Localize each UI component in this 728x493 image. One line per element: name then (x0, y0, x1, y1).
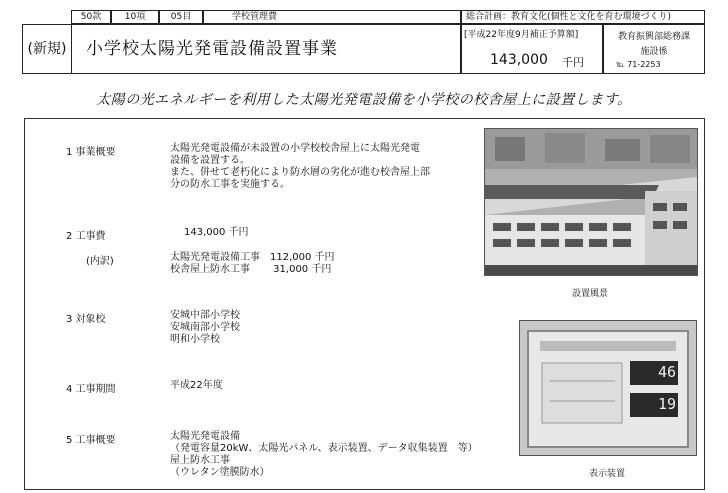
display-value-2: 19 (657, 395, 676, 413)
section2-sub-label: (内訳) (86, 256, 114, 267)
section4-value: 平成22年度 (170, 380, 223, 391)
kou-text: 10項 (124, 12, 146, 22)
display-photo (519, 320, 697, 456)
section2-label: 2 工事費 (66, 231, 106, 242)
section5-line4: （ウレタン塗膜防水） (170, 467, 270, 478)
section2-item1: 太陽光発電設備工事 112,000 千円 (170, 252, 335, 263)
section1-line4: 分の防水工事を実施する。 (170, 179, 290, 190)
dept-cell (603, 24, 705, 74)
section2-item2: 校舎屋上防水工事 31,000 千円 (170, 264, 332, 275)
new-label: (新規) (27, 41, 67, 57)
dept-line2: 施設係 (640, 47, 668, 57)
budget-label: [平成22年度9月補正予算額] (464, 30, 579, 40)
section4-label: 4 工事期間 (66, 384, 116, 395)
moku-cell (159, 10, 203, 24)
section5-body (170, 431, 478, 479)
moku-text: 05目 (170, 12, 192, 22)
section5-line2: （発電容量20kW、太陽光パネル、表示装置、データ収集装置 等） (170, 443, 478, 454)
display-photo-image (520, 321, 696, 455)
budget-unit: 千円 (562, 56, 584, 69)
section5-line3: 屋上防水工事 (170, 455, 230, 466)
budget-cell (461, 24, 603, 74)
section2-total: 143,000 千円 (184, 227, 249, 238)
title-cell (71, 24, 461, 74)
installation-photo (484, 128, 698, 276)
display-value-1: 46 (657, 363, 676, 381)
dept-tel: ℡ 71-2253 (616, 60, 661, 69)
section5-line1: 太陽光発電設備 (170, 431, 240, 442)
section1-line2: 設備を設置する。 (170, 155, 250, 166)
kou-cell (111, 10, 159, 24)
section2-items (170, 252, 335, 276)
school-2: 安城南部小学校 (170, 322, 240, 333)
school-1: 安城中部小学校 (170, 310, 240, 321)
display-photo-caption: 表示装置 (588, 469, 625, 479)
section1-line3: また、併せて老朽化により防水層の劣化が進む校舎屋上部 (170, 167, 430, 178)
installation-photo-image (485, 129, 697, 275)
section1-line1: 太陽光発電設備が未設置の小学校校舎屋上に太陽光発電 (170, 143, 420, 154)
dept-line1: 教育振興部総務課 (617, 32, 690, 42)
installation-photo-caption: 設置風景 (571, 289, 608, 299)
kan-text: 50款 (80, 12, 102, 22)
plan-cell (461, 10, 705, 24)
category-cell (203, 10, 461, 24)
section1-label: 1 事業概要 (66, 147, 116, 158)
kan-cell (71, 10, 111, 24)
school-3: 明和小学校 (170, 334, 220, 345)
plan-text: 総合計画：教育文化(個性と文化を育む環境づくり) (466, 12, 672, 22)
subtitle: 太陽の光エネルギーを利用した太陽光発電設備を小学校の校舎屋上に設置します。 (96, 92, 632, 108)
section3-schools (170, 310, 240, 346)
section5-label: 5 工事概要 (66, 435, 116, 446)
budget-amount: 143,000 (490, 52, 548, 68)
category-text: 学校管理費 (232, 12, 278, 22)
section3-label: 3 対象校 (66, 314, 106, 325)
section1-body (170, 143, 430, 191)
page-title: 小学校太陽光発電設備設置事業 (86, 39, 338, 59)
new-label-cell (22, 24, 71, 74)
